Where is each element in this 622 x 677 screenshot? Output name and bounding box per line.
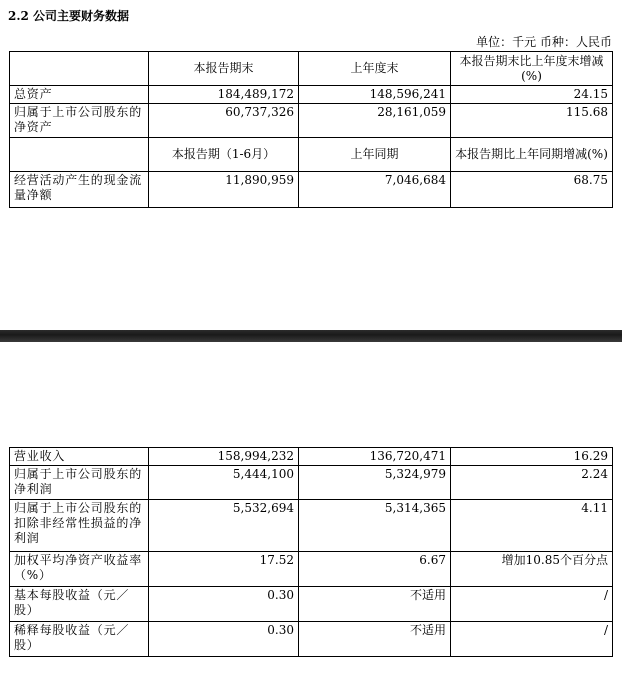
value-cell: 0.30 [149,587,299,622]
value-cell: 增加10.85个百分点 [451,552,613,587]
value-cell: 148,596,241 [299,86,451,104]
value-cell: / [451,622,613,657]
header-cell: 本报告期末 [149,52,299,86]
row-label: 归属于上市公司股东的扣除非经常性损益的净利润 [10,500,149,552]
row-label: 经营活动产生的现金流量净额 [10,172,149,208]
value-cell: 4.11 [451,500,613,552]
header-cell [10,52,149,86]
row-label: 基本每股收益（元／股） [10,587,149,622]
value-cell: 16.29 [451,448,613,466]
table-row [10,104,613,138]
table-row [10,552,613,587]
table-row [10,448,613,466]
table-header-row [10,138,613,172]
value-cell: 17.52 [149,552,299,587]
table-row [10,86,613,104]
value-cell: 184,489,172 [149,86,299,104]
header-cell: 上年度末 [299,52,451,86]
value-cell: 24.15 [451,86,613,104]
row-label: 归属于上市公司股东的净利润 [10,466,149,500]
row-label: 总资产 [10,86,149,104]
section-heading: 2.2 公司主要财务数据 [8,9,130,23]
row-label: 归属于上市公司股东的净资产 [10,104,149,138]
header-cell: 上年同期 [299,138,451,172]
table-row [10,172,613,208]
page-break-divider [0,330,622,342]
value-cell: 136,720,471 [299,448,451,466]
row-label: 加权平均净资产收益率（%） [10,552,149,587]
row-label: 稀释每股收益（元／股） [10,622,149,657]
value-cell: / [451,587,613,622]
value-cell: 0.30 [149,622,299,657]
value-cell: 5,314,365 [299,500,451,552]
table-row [10,466,613,500]
header-cell: 本报告期末比上年度末增减(%) [451,52,613,86]
value-cell: 11,890,959 [149,172,299,208]
value-cell: 5,444,100 [149,466,299,500]
value-cell: 5,532,694 [149,500,299,552]
table-row [10,587,613,622]
header-cell: 本报告期比上年同期增减(%) [451,138,613,172]
value-cell: 7,046,684 [299,172,451,208]
value-cell: 68.75 [451,172,613,208]
value-cell: 60,737,326 [149,104,299,138]
value-cell: 5,324,979 [299,466,451,500]
unit-currency-line: 单位：千元 币种：人民币 [476,35,612,49]
value-cell: 28,161,059 [299,104,451,138]
value-cell: 不适用 [299,587,451,622]
table-header-row [10,52,613,86]
header-cell: 本报告期（1-6月） [149,138,299,172]
table-row [10,500,613,552]
value-cell: 不适用 [299,622,451,657]
row-label: 营业收入 [10,448,149,466]
table-row [10,622,613,657]
value-cell: 6.67 [299,552,451,587]
financial-table-bottom [9,447,613,657]
financial-table-top [9,51,613,208]
value-cell: 2.24 [451,466,613,500]
header-cell [10,138,149,172]
value-cell: 115.68 [451,104,613,138]
value-cell: 158,994,232 [149,448,299,466]
